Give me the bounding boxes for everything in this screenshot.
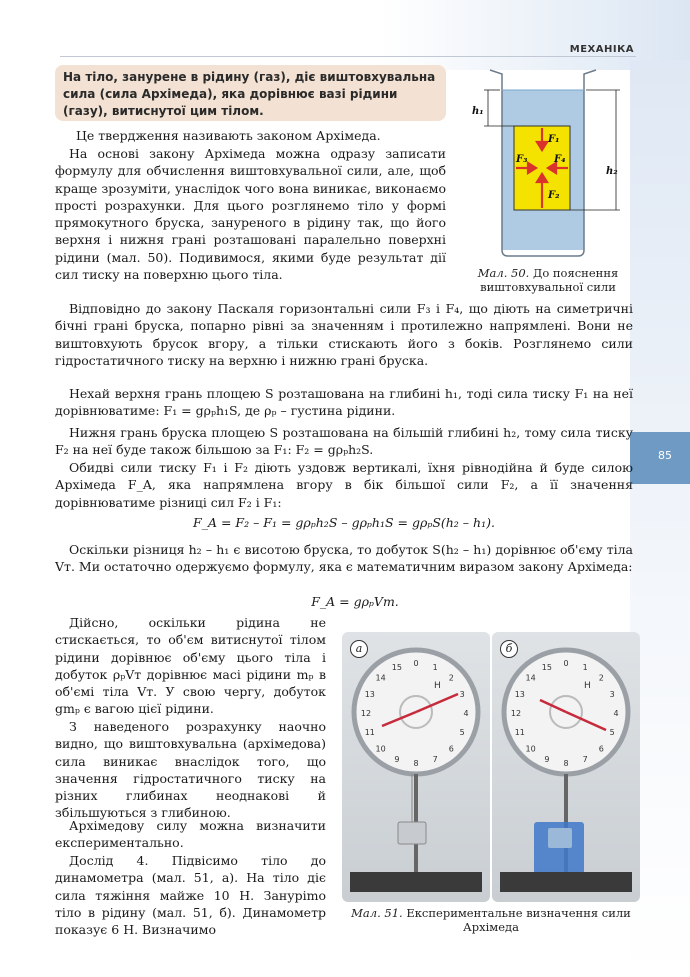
panel-b-label: б bbox=[500, 640, 518, 658]
dial-number: 12 bbox=[360, 709, 372, 718]
paragraph-pascal: Відповідно до закону Паскаля горизонтальні сили F₃ і F₄, що діють на симетричні бічні грані бруска, попарно рівні за значенням і протилежно напрямлені. Вони не виштовхують брусок вгору, а тільки стискають його з боків. Розглянемо сили гідростатичного тиску на верхню і нижню грані бруска. bbox=[55, 301, 633, 368]
panel-a-label: а bbox=[350, 640, 368, 658]
dial-number: 13 bbox=[514, 689, 525, 699]
paragraph-volume: Оскільки різниця h₂ – h₁ є висотою бруска, то добуток S(h₂ – h₁) дорівнює об'єму тіла Vт. Ми остаточно одержуємо формулу, яка є математичним виразом закону Архімеда: bbox=[55, 542, 633, 575]
page-number: 85 bbox=[658, 449, 672, 462]
label-h1: h₁ bbox=[472, 106, 484, 117]
dial-number: 11 bbox=[364, 728, 375, 738]
dial-number: 4 bbox=[613, 709, 619, 718]
paragraph-resultant: Обидві сили тиску F₁ і F₂ діють уздовж вертикалі, їхня рівнодійна й буде силою Архімеда F_A, яка напрямлена вгору в бік більшої сили F₂, а її значення дорівнюватиме різниці сил F₂ і F₁: bbox=[55, 460, 633, 510]
dynamometer-a bbox=[342, 632, 490, 902]
dial-number: 7 bbox=[432, 755, 438, 765]
paragraph-intro: На основі закону Архімеда можна одразу записати формулу для обчислення виштовхувальної сили, але, щоб краще зрозуміти, унаслідок чого вона виникає, виконаємо прості розрахунки. Для цього розглянемо тіло у формі прямокутного бруска, зануреного в рідину так, що його верхня і нижня грані розташовані паралельно поверхні рідини (мал. 50). Подивимося, якими буде результат дії сил тиску на поверхню цього тіла. bbox=[55, 146, 446, 283]
dial-number: 9 bbox=[394, 755, 400, 765]
dial-number: 1 bbox=[582, 662, 588, 672]
dial-number: 11 bbox=[514, 728, 525, 738]
dial-number: 8 bbox=[413, 759, 419, 768]
dial-number: 5 bbox=[609, 728, 615, 738]
photo-a bbox=[342, 632, 490, 902]
dial-number: 14 bbox=[525, 673, 536, 683]
dial-number: 2 bbox=[448, 673, 454, 683]
formula-archimedes: F_A = gρₚVт. bbox=[311, 594, 399, 609]
paragraph-mass: Дійсно, оскільки рідина не стискається, то об'єм витиснутої тілом рідини дорівнює об'єму цього тіла і добуток ρₚVт дорівнює масі рідини mₚ в об'ємі тіла Vт. У свою чергу, добуток gmₚ є вагою цієї рідини. bbox=[55, 615, 326, 717]
label-f1: F₁ bbox=[548, 134, 560, 145]
dial-number: 5 bbox=[459, 728, 465, 738]
figure-50-label: Мал. 50. bbox=[477, 266, 530, 280]
dial-number: 2 bbox=[598, 673, 604, 683]
photo-b bbox=[492, 632, 640, 902]
dial-number: 7 bbox=[582, 755, 588, 765]
label-f4: F₄ bbox=[554, 154, 566, 165]
dial-number: 12 bbox=[510, 709, 522, 718]
figure-50-diagram bbox=[462, 64, 632, 264]
header-rule bbox=[60, 56, 636, 57]
dial-number: 6 bbox=[598, 744, 604, 754]
dial-number: 14 bbox=[375, 673, 386, 683]
dial-number: 15 bbox=[541, 662, 552, 672]
dial-number: 10 bbox=[375, 744, 386, 754]
dial-number: 0 bbox=[413, 659, 419, 668]
figure-50-text: До пояснення виштовхувальної сили bbox=[480, 266, 619, 294]
figure-51-label: Мал. 51. bbox=[351, 906, 403, 920]
label-h2: h₂ bbox=[606, 166, 618, 177]
dial-number: 6 bbox=[448, 744, 454, 754]
paragraph-bottom-face: Нижня грань бруска площею S розташована на більшій глибині h₂, тому сила тиску F₂ на неї буде також більшою за F₁: F₂ = gρₚh₂S. bbox=[55, 425, 633, 458]
paragraph-experiment: Архімедову силу можна визначити експериментально. bbox=[55, 818, 326, 851]
figure-51-caption bbox=[342, 906, 640, 934]
dial-number: 13 bbox=[364, 689, 375, 699]
paragraph-conclusion: З наведеного розрахунку наочно видно, що виштовхувальна (архімедова) сила виникає внаслідок того, що значення гідростатичного тиску на різних глибинах неоднакові й збільшуються з глибиною. bbox=[55, 719, 326, 821]
paragraph-law: Це твердження називають законом Архімеда. bbox=[76, 128, 381, 143]
paragraph-top-face: Нехай верхня грань площею S розташована на глибині h₁, тоді сила тиску F₁ на неї дорівнюватиме: F₁ = gρₚh₁S, де ρₚ – густина рідини. bbox=[55, 386, 633, 419]
dial-number: 15 bbox=[391, 662, 402, 672]
dial-number: 8 bbox=[563, 759, 569, 768]
label-f2: F₂ bbox=[548, 190, 560, 201]
dial-number: 3 bbox=[609, 689, 615, 699]
dynamometer-b bbox=[492, 632, 640, 902]
dial-number: 3 bbox=[459, 689, 465, 699]
label-f3: F₃ bbox=[516, 154, 528, 165]
figure-51-text: Експериментальне визначення сили Архімеда bbox=[406, 906, 631, 934]
dial-unit: H bbox=[434, 681, 441, 691]
dial-number: 9 bbox=[544, 755, 550, 765]
dial-unit: H bbox=[584, 681, 591, 691]
dial-number: 0 bbox=[563, 659, 569, 668]
page-header bbox=[0, 0, 690, 70]
formula-difference: F_A = F₂ – F₁ = gρₚh₂S – gρₚh₁S = gρₚS(h₂ – h₁). bbox=[193, 515, 495, 530]
dial-number: 4 bbox=[463, 709, 469, 718]
rule-box: На тіло, занурене в рідину (газ), діє виштовхувальна сила (сила Архімеда), яка дорівнює вазі рідини (газу), витиснутої цим тілом. bbox=[55, 65, 446, 121]
figure-50-caption bbox=[462, 266, 634, 294]
dial-number: 1 bbox=[432, 662, 438, 672]
dial-number: 10 bbox=[525, 744, 536, 754]
section-title: МЕХАНІКА bbox=[569, 44, 634, 55]
paragraph-experiment-4: Дослід 4. Підвісимо тіло до динамометра (мал. 51, а). На тіло діє сила тяжіння майже 10 Н. Занурimo тіло в рідину (мал. 51, б). Динамометр показує 6 Н. Визначимо bbox=[55, 853, 326, 938]
